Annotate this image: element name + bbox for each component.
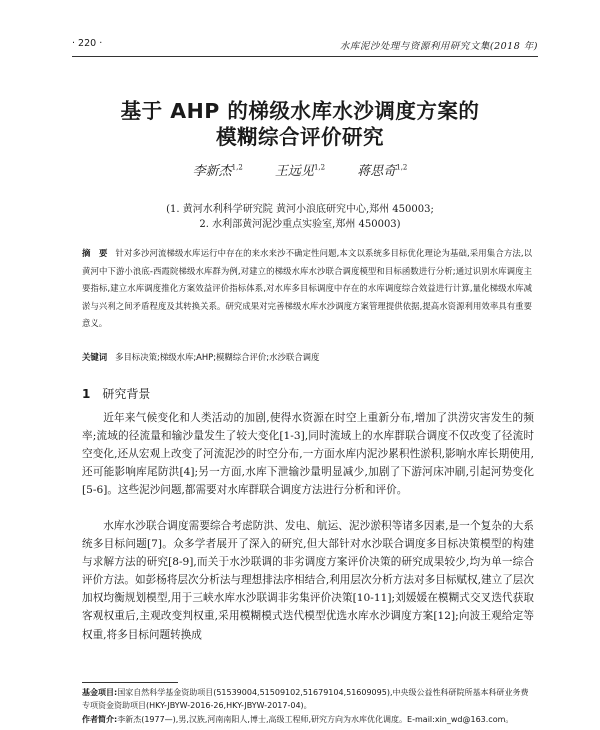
header-rule	[72, 56, 538, 57]
author-bio-label: 作者简介:	[82, 715, 118, 724]
affiliation: (1. 黄河水利科学研究院 黄河小浪底研究中心,郑州 450003;	[166, 204, 434, 215]
section-title: 研究背景	[102, 387, 151, 401]
abstract	[82, 245, 532, 333]
running-header	[72, 38, 538, 54]
paper-title-line-2: 模糊综合评价研究	[216, 125, 384, 149]
keywords-label: 关键词	[82, 352, 108, 362]
page-number: · 220 ·	[72, 38, 103, 49]
body-paragraph	[82, 409, 534, 499]
footnote-funding	[82, 686, 534, 712]
author: 李新杰$^{1,2}$	[192, 163, 243, 179]
funding-text: 国家自然科学基金资助项目(51539004,51509102,51679104,51609095),中央级公益性科研院所基本科研业务费专项资金资助项目(HKY-JBYW-2016-26,HKY-JBYW-2017-04)。	[82, 688, 529, 710]
journal-title: 水库泥沙处理与资源利用研究文集(2018 年)	[339, 41, 538, 52]
footnote-author-bio	[82, 713, 534, 726]
section-number: 1	[82, 387, 91, 401]
paragraph-text: 水库水沙联合调度需要综合考虑防洪、发电、航运、泥沙淤积等诸多因素,是一个复杂的大系统多目标问题[7]。众多学者展开了深入的研究,但大部针对水沙联合调度多目标决策模型的构建与求解方法的研究[8-9],而关于水沙联调的非劣调度方案评价决策的研究成果较少,均为单一综合评价方法。如彭杨将层次分析法与理想排法序相结合,利用层次分析方法对多目标赋权,建立了层次加权均衡规划模型,用于三峡水库水沙联调非劣集评价决策[10-11];刘媛媛在模糊式交叉迭代获取客观权重后,主观改变判权重,采用模糊模式迭代模型优选水库水沙调度方案[12];向波王观给定等权重,将多目标问题转换成	[82, 520, 534, 641]
keywords	[82, 351, 532, 363]
affiliation: 2. 水利部黄河泥沙重点实验室,郑州 450003)	[199, 219, 401, 230]
author: 蒋思奇$^{1,2}$	[357, 163, 408, 179]
abstract-label: 摘 要	[82, 248, 108, 258]
funding-label: 基金项目:	[82, 688, 118, 697]
abstract-text: 针对多沙河流梯级水库运行中存在的来水来沙不确定性问题,本文以系统多目标优化理论为基础,采用集合方法,以黄河中下游小浪底-西霞院梯级水库群为例,对建立的梯级水库水沙联合调度模型和目标函数进行分析;通过识别水库调度主要指标,建立水库调度推化方案效益评价指标体系,对水库多目标调度中存在的水库调度综合效益进行计算,量化梯级水库减淤与兴利之间矛盾程度及其转换关系。研究成果对完善梯级水库水沙调度方案管理提供依据,提高水资源利用效率具有重要意义。	[82, 248, 532, 328]
author-bio-text: 李新杰(1977—),男,汉族,河南南阳人,博士,高级工程师,研究方向为水库优化调度。E-mail:xin_wd@163.com。	[117, 715, 514, 724]
footnote-rule	[82, 682, 178, 683]
keywords-text: 多目标决策;梯级水库;AHP;模糊综合评价;水沙联合调度	[115, 352, 320, 362]
section-heading	[82, 385, 150, 402]
paper-title-line-1: 基于 AHP 的梯级水库水沙调度方案的	[120, 99, 480, 123]
author: 王远见$^{1,2}$	[274, 163, 326, 179]
body-paragraph	[82, 517, 534, 644]
paragraph-text: 近年来气候变化和人类活动的加剧,使得水资源在时空上重新分布,增加了洪涝灾害发生的频率;流域的径流量和输沙量发生了较大变化[1-3],同时流域上的水库群联合调度不仅改变了径流时空变化,还从宏观上改变了河流泥沙的时空分布,一方面水库内泥沙累积性淤积,影响水库长期使用,还可能影响库尾防洪[4];另一方面,水库下泄输沙量明显减少,加剧了下游河床冲刷,引起河势变化[5-6]。这些泥沙问题,都需要对水库群联合调度方法进行分析和评价。	[82, 412, 534, 497]
author-list	[60, 160, 540, 179]
